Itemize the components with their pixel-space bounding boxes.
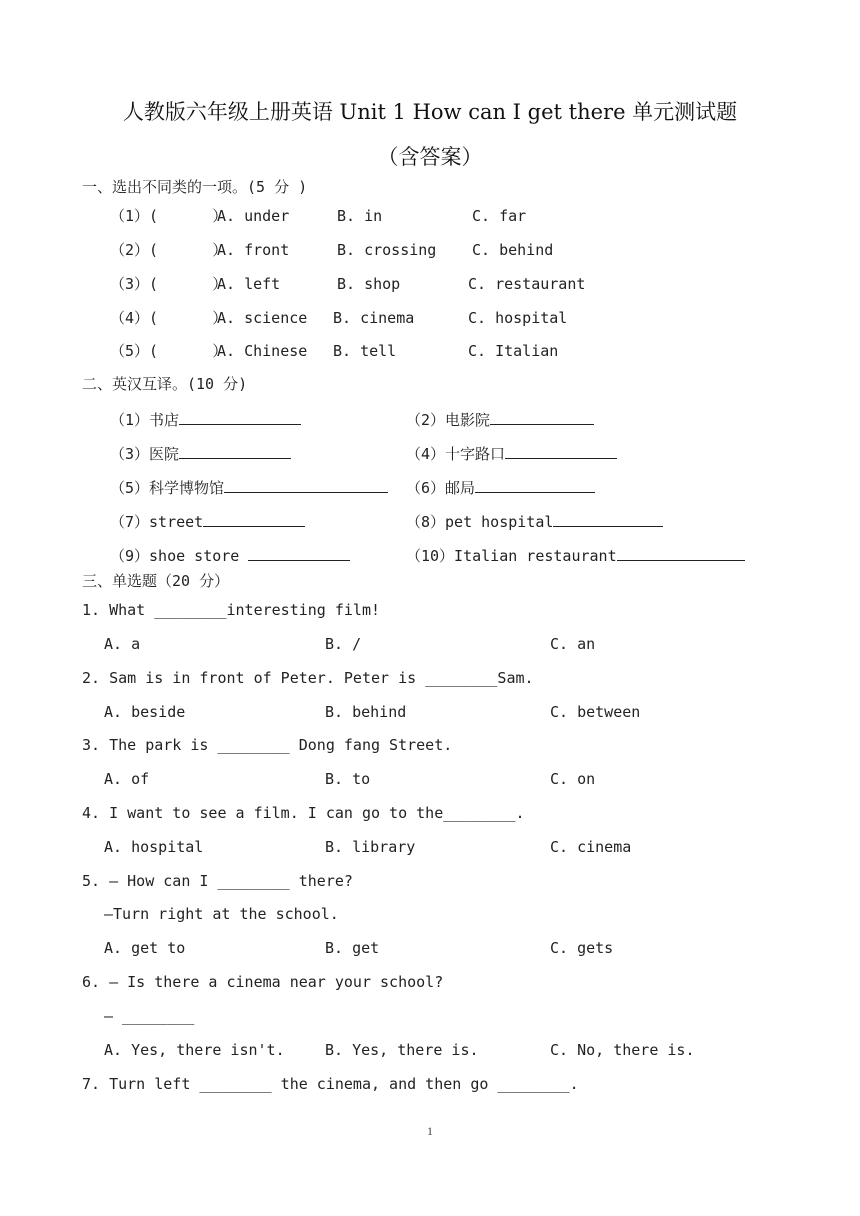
option-b: B. Yes, there is. bbox=[325, 1041, 479, 1059]
option-a: A. hospital bbox=[104, 838, 204, 856]
translation-prompt: （3）医院 bbox=[110, 445, 180, 463]
option-b: B. to bbox=[325, 770, 371, 788]
question-text: 7. Turn left ________ the cinema, and then go ________. bbox=[82, 1075, 579, 1093]
item-number: （2）( ） bbox=[110, 241, 228, 259]
title-line-1: 人教版六年级上册英语 Unit 1 How can I get there 单元测试题 bbox=[122, 100, 738, 124]
answer-blank[interactable] bbox=[475, 476, 595, 493]
option-a: A. a bbox=[104, 635, 141, 653]
title-line-2: （含答案） bbox=[377, 145, 483, 169]
item-number: （1）( ） bbox=[110, 207, 228, 225]
translation-item bbox=[110, 544, 350, 566]
translation-item bbox=[110, 408, 301, 430]
option-c: C. between bbox=[550, 703, 641, 721]
translation-prompt: （9）shoe store bbox=[110, 547, 249, 565]
option-a: A. beside bbox=[104, 703, 186, 721]
section-2-heading: 二、英汉互译。(10 分) bbox=[82, 375, 248, 393]
answer-blank[interactable] bbox=[553, 510, 663, 527]
answer-blank[interactable] bbox=[179, 442, 291, 459]
option-c: C. hospital bbox=[468, 309, 568, 327]
section-1-heading: 一、选出不同类的一项。(5 分 ) bbox=[82, 178, 308, 196]
option-c: C. an bbox=[550, 635, 596, 653]
option-a: A. of bbox=[104, 770, 150, 788]
answer-blank[interactable] bbox=[505, 442, 617, 459]
option-b: B. in bbox=[337, 207, 383, 225]
question-text: 6. — Is there a cinema near your school? bbox=[82, 973, 444, 991]
answer-blank[interactable] bbox=[248, 544, 350, 561]
question-response: — ________ bbox=[104, 1007, 195, 1025]
page-number: 1 bbox=[427, 1124, 433, 1138]
answer-blank[interactable] bbox=[224, 476, 388, 493]
answer-blank[interactable] bbox=[490, 408, 594, 425]
question-text: 3. The park is ________ Dong fang Street. bbox=[82, 736, 453, 754]
translation-item bbox=[110, 442, 291, 464]
option-c: C. cinema bbox=[550, 838, 632, 856]
option-a: A. get to bbox=[104, 939, 186, 957]
item-number: （5）( ） bbox=[110, 342, 228, 360]
option-c: C. behind bbox=[472, 241, 554, 259]
translation-item bbox=[406, 408, 594, 430]
question-text: 5. — How can I ________ there? bbox=[82, 872, 353, 890]
option-a: A. science bbox=[217, 309, 308, 327]
option-c: C. on bbox=[550, 770, 596, 788]
translation-prompt: （5）科学博物馆 bbox=[110, 479, 225, 497]
translation-prompt: （8）pet hospital bbox=[406, 513, 554, 531]
option-c: C. far bbox=[472, 207, 527, 225]
option-b: B. / bbox=[325, 635, 362, 653]
option-b: B. tell bbox=[333, 342, 397, 360]
item-number: （4）( ） bbox=[110, 309, 228, 327]
translation-prompt: （2）电影院 bbox=[406, 411, 491, 429]
translation-item bbox=[110, 510, 305, 532]
option-a: A. front bbox=[217, 241, 290, 259]
translation-item bbox=[406, 510, 663, 532]
option-c: C. No, there is. bbox=[550, 1041, 695, 1059]
option-c: C. restaurant bbox=[468, 275, 586, 293]
option-a: A. left bbox=[217, 275, 281, 293]
option-c: C. Italian bbox=[468, 342, 559, 360]
option-a: A. under bbox=[217, 207, 290, 225]
option-b: B. crossing bbox=[337, 241, 437, 259]
translation-prompt: （1）书店 bbox=[110, 411, 180, 429]
question-text: 2. Sam is in front of Peter. Peter is ________Sam. bbox=[82, 669, 534, 687]
translation-item bbox=[406, 544, 745, 566]
option-b: B. cinema bbox=[333, 309, 415, 327]
translation-item bbox=[110, 476, 388, 498]
question-text: 4. I want to see a film. I can go to the________. bbox=[82, 804, 525, 822]
answer-blank[interactable] bbox=[203, 510, 305, 527]
option-b: B. get bbox=[325, 939, 380, 957]
translation-item bbox=[406, 442, 617, 464]
option-b: B. behind bbox=[325, 703, 407, 721]
option-b: B. shop bbox=[337, 275, 401, 293]
translation-item bbox=[406, 476, 595, 498]
question-text: 1. What ________interesting film! bbox=[82, 601, 381, 619]
translation-prompt: （6）邮局 bbox=[406, 479, 476, 497]
translation-prompt: （7）street bbox=[110, 513, 204, 531]
answer-blank[interactable] bbox=[179, 408, 301, 425]
answer-blank[interactable] bbox=[617, 544, 745, 561]
option-a: A. Chinese bbox=[217, 342, 308, 360]
option-b: B. library bbox=[325, 838, 416, 856]
section-3-heading: 三、单选题（20 分） bbox=[82, 572, 230, 590]
option-a: A. Yes, there isn't. bbox=[104, 1041, 285, 1059]
option-c: C. gets bbox=[550, 939, 614, 957]
translation-prompt: （4）十字路口 bbox=[406, 445, 506, 463]
item-number: （3）( ） bbox=[110, 275, 228, 293]
translation-prompt: （10）Italian restaurant bbox=[406, 547, 617, 565]
question-response: —Turn right at the school. bbox=[104, 905, 339, 923]
